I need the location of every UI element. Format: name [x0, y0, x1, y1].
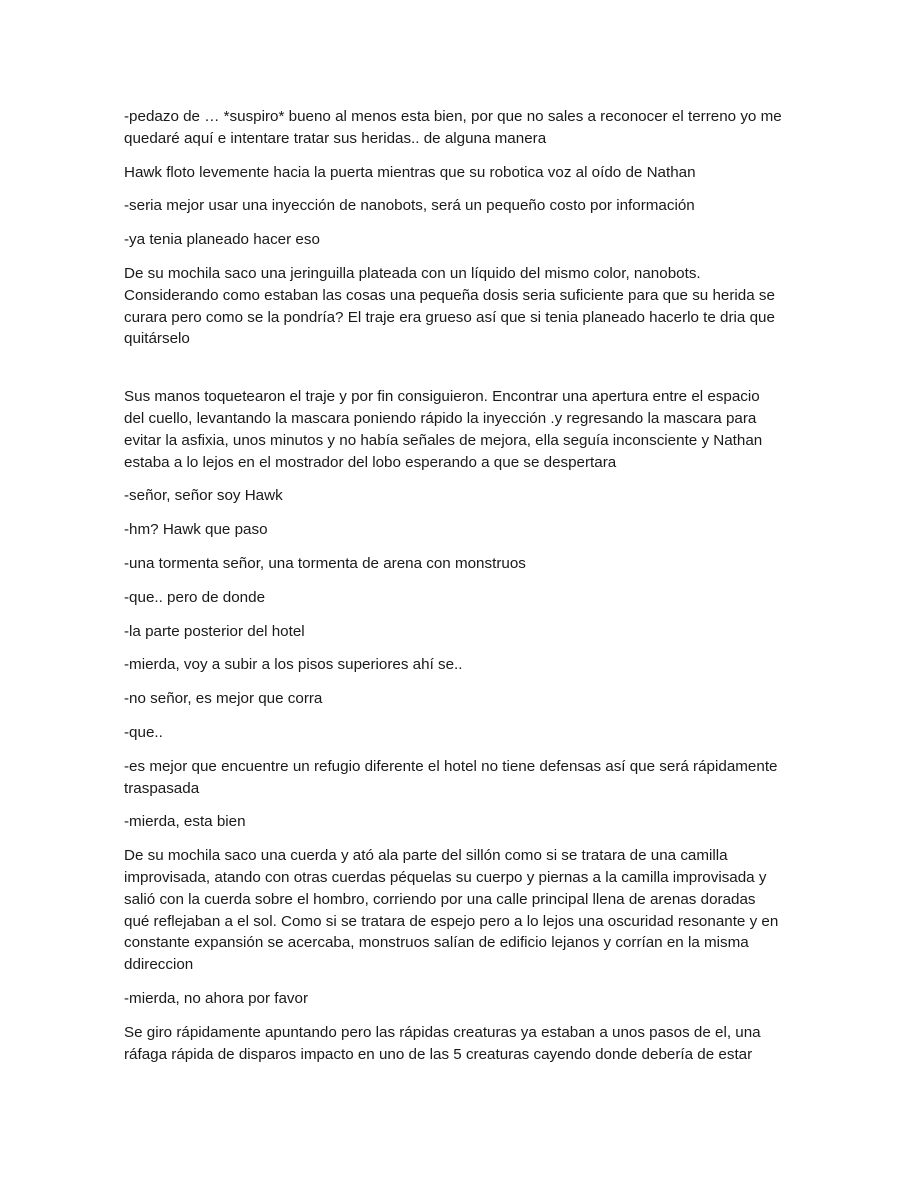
paragraph: -que.. pero de donde — [124, 588, 266, 606]
paragraph: -ya tenia planeado hacer eso — [124, 231, 320, 249]
paragraph: -una tormenta señor, una tormenta de arena con monstruos — [124, 554, 526, 572]
paragraph: De su mochila saco una cuerda y ató ala parte del sillón como si se tratara de una camilla improvisada, atando con otras cuerdas péquelas su cuerpo y piernas a la camilla improvisada y salió con la cuerda sobre el hombro, corriendo por una calle principal llena de arenas doradas qué reflejaban a el sol. Como si se tratara de espejo pero a lo lejos una oscuridad resonante y en constante expansión se acercaba, monstruos salían de edificio lejanos y corrían en la misma ddireccion — [124, 847, 779, 974]
paragraph: -es mejor que encuentre un refugio diferente el hotel no tiene defensas así que será rápidamente traspasada — [124, 757, 778, 797]
paragraph: -la parte posterior del hotel — [124, 622, 305, 640]
paragraph: -pedazo de … *suspiro* bueno al menos esta bien, por que no sales a reconocer el terreno yo me quedaré aquí e intentare tratar sus heridas.. de alguna manera — [124, 108, 782, 147]
paragraph: De su mochila saco una jeringuilla plateada con un líquido del mismo color, nanobots. Considerando como estaban las cosas una pequeña dosis seria suficiente para que su herida se curara pero como se la pondría? El traje era grueso así que si tenia planeado hacerlo te dria que quitárselo — [124, 264, 775, 348]
paragraph: -mierda, no ahora por favor — [124, 989, 309, 1007]
paragraph: -seria mejor usar una inyección de nanobots, será un pequeño costo por información — [124, 197, 695, 215]
paragraph: -señor, señor soy Hawk — [124, 487, 283, 505]
paragraph: -no señor, es mejor que corra — [124, 690, 323, 708]
paragraph: -hm? Hawk que paso — [124, 521, 268, 539]
paragraph: Se giro rápidamente apuntando pero las rápidas creaturas ya estaban a unos pasos de el, una ráfaga rápida de disparos impacto en uno de las 5 creaturas cayendo donde debería de estar — [124, 1023, 761, 1063]
document-page — [124, 106, 784, 1077]
paragraph: Sus manos toquetearon el traje y por fin consiguieron. Encontrar una apertura entre el espacio del cuello, levantando la mascara poniendo rápido la inyección .y regresando la mascara para evitar la asfixia, unos minutos y no había señales de mejora, ella seguía inconsciente y Nathan estaba a lo lejos en el mostrador del lobo esperando a que se despertara — [124, 388, 763, 471]
paragraph: -que.. — [124, 723, 163, 741]
paragraph: Hawk floto levemente hacia la puerta mientras que su robotica voz al oído de Nathan — [124, 163, 696, 181]
paragraph: -mierda, esta bien — [124, 813, 246, 831]
paragraph: -mierda, voy a subir a los pisos superiores ahí se.. — [124, 656, 463, 674]
